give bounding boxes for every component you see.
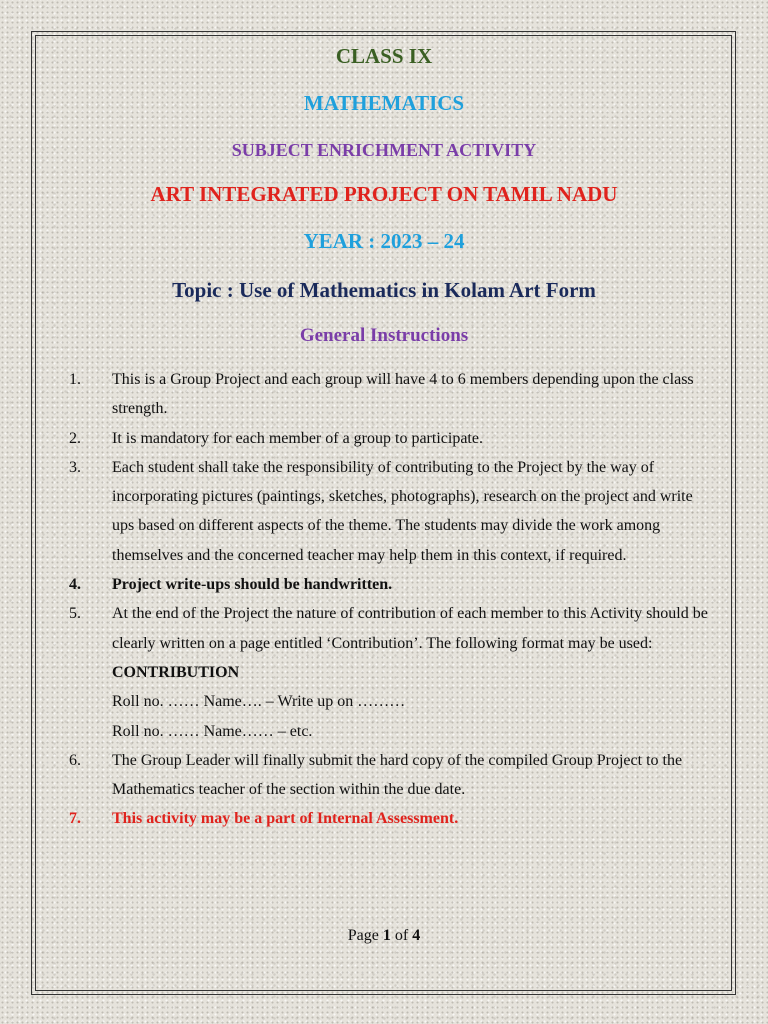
list-item-text: At the end of the Project the nature of contribution of each member to this Activity should be clearly written on a page entitled ‘Contribution’. The following format may be used:: [112, 605, 708, 652]
list-item: [0, 599, 712, 745]
instructions-heading: General Instructions: [299, 325, 469, 346]
project-heading: ART INTEGRATED PROJECT ON TAMIL NADU: [150, 182, 618, 206]
list-item: [0, 365, 712, 424]
list-item: [0, 804, 712, 833]
list-item-text: This activity may be a part of Internal Assessment.: [112, 810, 459, 828]
topic-heading: Topic : Use of Mathematics in Kolam Art Form: [172, 278, 596, 302]
of-label: of: [394, 927, 409, 944]
list-item-number: 4.: [69, 576, 81, 594]
page-footer: [0, 927, 768, 945]
list-item-number: 5.: [69, 605, 81, 623]
list-item-number: 6.: [69, 751, 81, 769]
list-item: [0, 424, 712, 453]
list-item: [0, 453, 712, 570]
year-heading: YEAR : 2023 – 24: [303, 229, 465, 253]
contribution-line: Roll no. …… Name…… – etc.: [112, 722, 313, 740]
page-label: Page: [347, 927, 379, 944]
list-item: [0, 746, 712, 805]
class-heading: CLASS IX: [335, 44, 433, 68]
page-total: 4: [412, 927, 421, 944]
contribution-title: CONTRIBUTION: [112, 663, 240, 681]
list-item-number: 1.: [69, 371, 81, 388]
list-item-number: 3.: [69, 458, 81, 476]
activity-heading: SUBJECT ENRICHMENT ACTIVITY: [231, 140, 537, 160]
list-item-text: Each student shall take the responsibility of contributing to the Project by the way of incorporating pictures (paintings, sketches, photographs), research on the project and write ups based on different aspects of the theme. The students may divide the work among themselves and the concerned teacher may help them in this context, if required.: [112, 458, 693, 564]
list-item: [0, 570, 712, 599]
list-item-text: This is a Group Project and each group will have 4 to 6 members depending upon the class strength.: [112, 371, 694, 418]
instructions-list: [0, 365, 768, 834]
page-current: 1: [382, 927, 391, 944]
contribution-line: Roll no. …… Name…. – Write up on ………: [112, 693, 406, 711]
list-item-number: 2.: [69, 429, 81, 447]
subject-heading: MATHEMATICS: [303, 91, 465, 115]
list-item-text: Project write-ups should be handwritten.: [112, 576, 393, 594]
list-item-text: It is mandatory for each member of a group to participate.: [112, 429, 483, 447]
list-item-text: The Group Leader will finally submit the hard copy of the compiled Group Project to the Mathematics teacher of the section within the due date.: [112, 751, 683, 799]
list-item-number: 7.: [69, 810, 81, 828]
